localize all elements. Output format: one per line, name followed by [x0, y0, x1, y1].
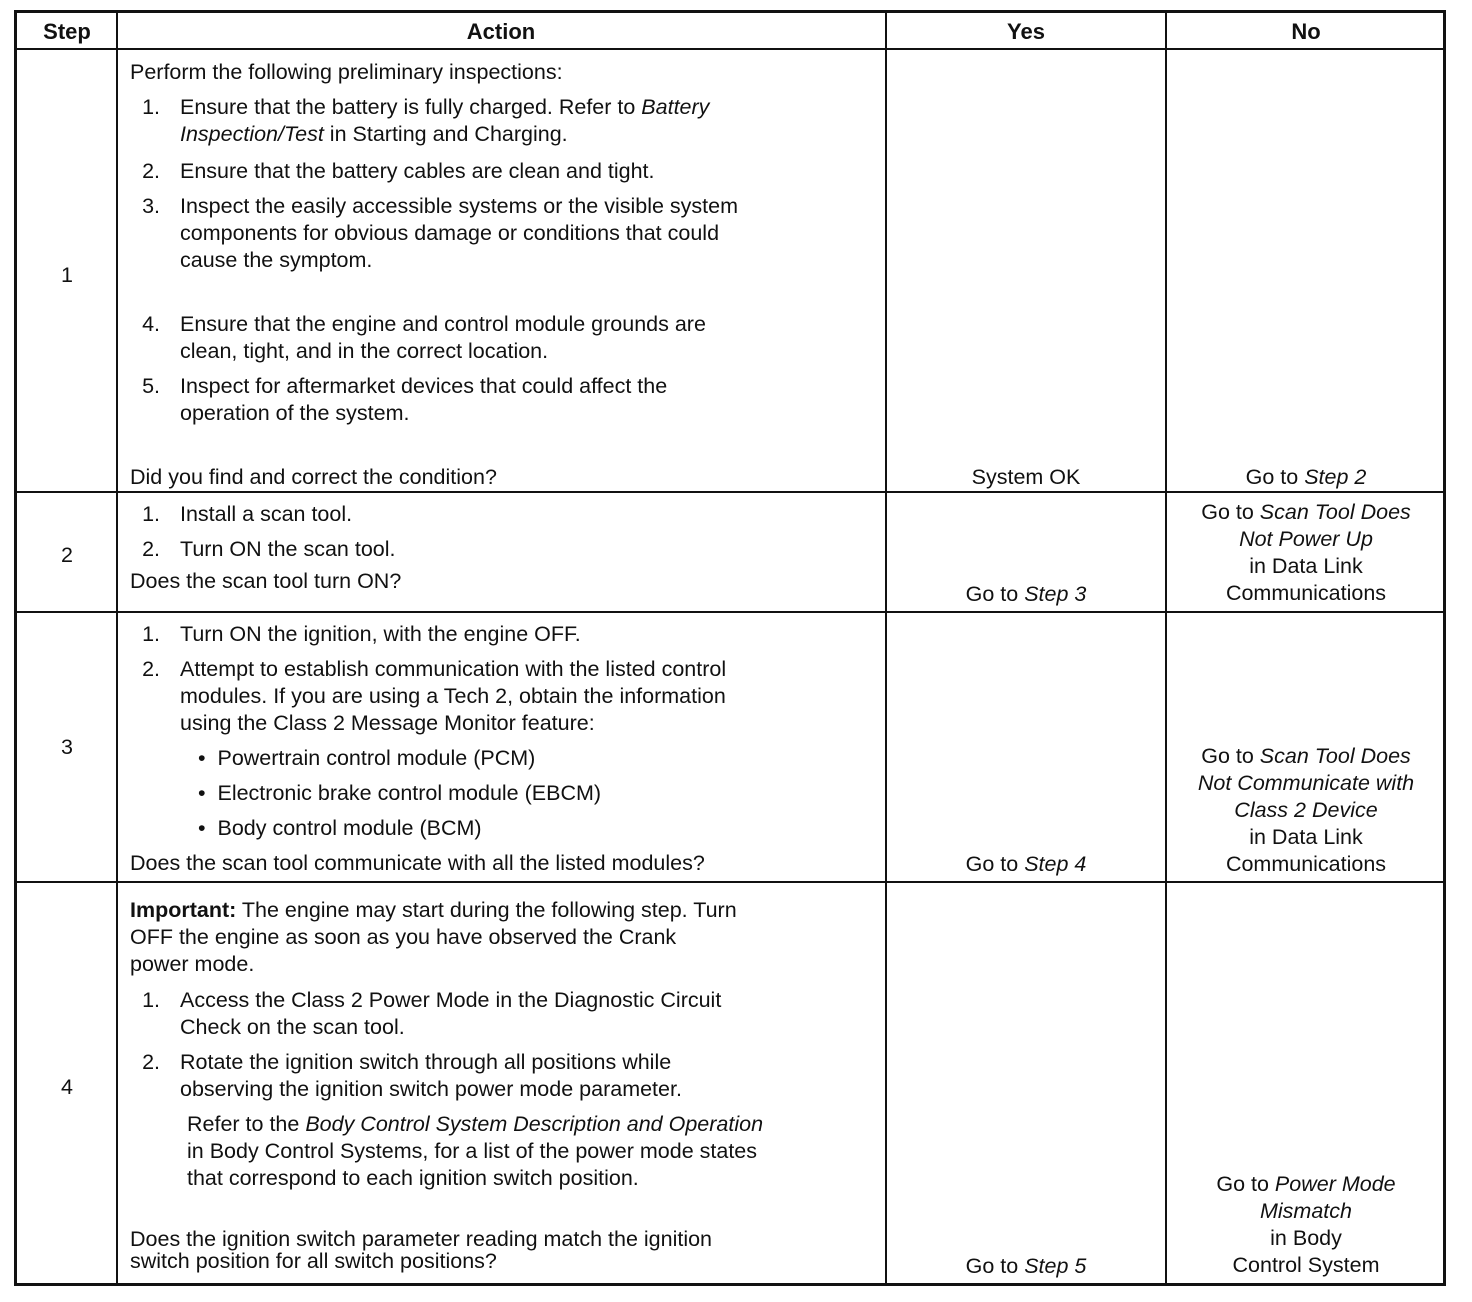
yes-result: Go to Step 4 — [965, 852, 1087, 876]
no-result: Go to Scan Tool Does Not Power Up in Data Link Communications — [1201, 500, 1411, 605]
step-number: 1 — [61, 263, 73, 287]
question-text: Does the scan tool communicate with all the listed modules? — [130, 851, 705, 875]
step-3-action: 1. Turn ON the ignition, with the engine OFF. 2. Attempt to establish communication with the listed control modules. If you are using a Tech 2, obtain the information using the Class 2 Message Monitor feature: • Powertrain control module (PCM) • Electronic brake control module (EBCM) • Body control module (BCM) Does the scan tool communicate with all the listed modules? — [130, 622, 727, 875]
step-number: 2 — [61, 543, 73, 567]
intro-text: Perform the following preliminary inspections: — [130, 60, 563, 84]
diagnostic-table — [14, 10, 1446, 1286]
question-text: Does the ignition switch parameter reading match the ignition switch position for all switch positions? — [130, 1227, 713, 1273]
col-divider — [885, 13, 887, 1283]
step-4-action: Important: The engine may start during the following step. Turn OFF the engine as soon as you have observed the Crank power mode. 1. Access the Class 2 Power Mode in the Diagnostic Circuit Check on the scan tool. 2. Rotate the ignition switch through all positions while observing the ignition switch power mode parameter. Refer to the Body Control System Description and Operation in Body Control Systems, for a list of the power mode states that correspond to each ignition switch position. Does the ignition switch parameter reading match the ignition switch position for all switch positions? — [130, 897, 880, 1277]
no-result: Go to Scan Tool Does Not Communicate with Class 2 Device in Data Link Communications — [1197, 744, 1415, 876]
bullet-item: • Powertrain control module (PCM) — [198, 746, 536, 770]
bullet-item: • Electronic brake control module (EBCM) — [198, 781, 602, 805]
header-yes: Yes — [1007, 19, 1045, 44]
row-divider — [17, 611, 1443, 613]
header-step: Step — [43, 19, 91, 44]
col-divider — [1165, 13, 1167, 1283]
header-action: Action — [466, 19, 536, 44]
important-note: Important: The engine may start during the following step. Turn OFF the engine as soon as you have observed the Crank power mode. — [130, 898, 737, 976]
refer-note: Refer to the Body Control System Description and Operation in Body Control Systems, for a list of the power mode states that correspond to each ignition switch position. — [187, 1112, 764, 1190]
yes-result: System OK — [971, 465, 1081, 489]
yes-result: Go to Step 5 — [965, 1254, 1087, 1278]
row-divider — [17, 491, 1443, 493]
row-divider — [17, 881, 1443, 883]
question-text: Did you find and correct the condition? — [130, 465, 497, 489]
step-1-action: Perform the following preliminary inspections: 1. Ensure that the battery is fully charged. Refer to Battery Inspection/Test in Starting and Charging. 2. Ensure that the battery cables are clean and tight. 3. Inspect the easily accessible systems or the visible system components for obvious damage or conditions that could cause the symptom. 4. Ensure that the engine and control module grounds are clean, tight, and in the correct location. 5. Inspect for aftermarket devices that could affect the operation of the system. Did you find and correct the condition? — [130, 60, 739, 489]
question-text: Does the scan tool turn ON? — [130, 569, 402, 593]
bullet-item: • Body control module (BCM) — [198, 816, 482, 840]
step-number: 4 — [61, 1075, 73, 1099]
header-no: No — [1291, 19, 1321, 44]
step-number: 3 — [61, 735, 73, 759]
no-result: Go to Power Mode Mismatch in Body Control System — [1216, 1172, 1396, 1277]
step-2-action: 1. Install a scan tool. 2. Turn ON the scan tool. Does the scan tool turn ON? — [130, 502, 402, 593]
yes-result: Go to Step 3 — [965, 582, 1087, 606]
no-result: Go to Step 2 — [1245, 465, 1367, 489]
